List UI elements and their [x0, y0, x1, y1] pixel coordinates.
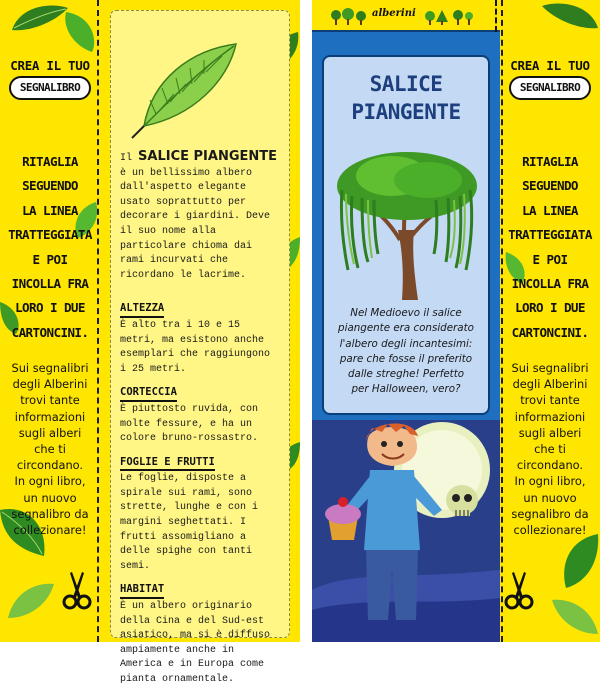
section-text: È piuttosto ruvida, con molte fessure, e ha un colore bruno-rossastro. [120, 403, 259, 445]
leaf-decoration-icon [558, 530, 600, 590]
bookmark-header [312, 0, 500, 32]
side-badge: SEGNALIBRO [509, 76, 591, 100]
gutter [300, 0, 312, 642]
side-info-text: Sui segnalibri degli Alberini trovi tante informazioni sugli alberi che ti circondano. In ogni libro, un nuovo segnalibro da collezionare! [511, 361, 589, 538]
section-text: Le foglie, disposte a spirale sui rami, sono strette, lunghe e con i margini seghettati. I frutti assomigliano a delle spighe con tanti semi. [120, 473, 259, 572]
side-title: CREA IL TUO [510, 58, 590, 73]
side-instructions: RITAGLIA SEGUENDO LA LINEA TRATTEGGIATA E POI INCOLLA FRA LORO I DUE CARTONCINI. [508, 154, 592, 340]
section-leaves-fruits [120, 447, 280, 575]
trees-logo-icon [424, 8, 474, 26]
willow-leaf-icon [130, 40, 240, 140]
leaf-decoration-icon [10, 2, 70, 32]
scissors-icon [504, 570, 534, 610]
halloween-scene-illustration [312, 420, 500, 642]
info-text [120, 150, 280, 688]
section-text: È alto tra i 10 e 15 metri, ma esistono anche esemplari che raggiungono i 25 metri. [120, 319, 271, 375]
bookmark-title: SALICE PIANGENTE [351, 72, 461, 124]
section-bark [120, 377, 280, 446]
weeping-willow-illustration [332, 140, 482, 300]
bookmark-fun-fact: Nel Medioevo il salice piangente era considerato l'albero degli incantesimi: pare che fosse il preferito dalle streghe! Perfetto per Halloween, vero? [338, 307, 474, 396]
section-height [120, 293, 280, 377]
left-cutout-strip [0, 0, 100, 642]
section-heading: ALTEZZA [120, 301, 164, 318]
scissors-icon [62, 570, 92, 610]
trees-logo-icon [330, 8, 370, 26]
info-panel [100, 0, 300, 685]
side-title: CREA IL TUO [10, 58, 90, 73]
brand-logo: alberini [372, 8, 416, 19]
leaf-decoration-icon [550, 596, 600, 636]
leaf-decoration-icon [6, 580, 56, 620]
info-lead: Il SALICE PIANGENTE è un bellissimo albero dall'aspetto elegante usato soprattutto per decorare i giardini. Deve il suo nome alla particolare chioma dai rami incurvati che ricordano le lacrime. [120, 149, 278, 281]
section-heading: HABITAT [120, 582, 164, 599]
section-text: È un albero originario della Cina e del Sud-est asiatico, ma si è diffuso ampiamente anche in America e in Europa come pianta ornamentale. [120, 601, 271, 685]
leaf-decoration-icon [62, 10, 98, 54]
section-heading: FOGLIE E FRUTTI [120, 455, 215, 472]
section-habitat [120, 574, 280, 687]
section-heading: CORTECCIA [120, 385, 177, 402]
leaf-decoration-icon [540, 0, 600, 30]
illustrated-bookmark [312, 0, 500, 642]
side-info-text: Sui segnalibri degli Alberini trovi tante informazioni sugli alberi che ti circondano. In ogni libro, un nuovo segnalibro da collezionare! [11, 361, 89, 538]
side-instructions: RITAGLIA SEGUENDO LA LINEA TRATTEGGIATA E POI INCOLLA FRA LORO I DUE CARTONCINI. [8, 154, 92, 340]
tree-name: SALICE PIANGENTE [138, 149, 278, 164]
side-badge: SEGNALIBRO [9, 76, 91, 100]
right-cutout-strip [500, 0, 600, 642]
cut-line [495, 0, 497, 32]
